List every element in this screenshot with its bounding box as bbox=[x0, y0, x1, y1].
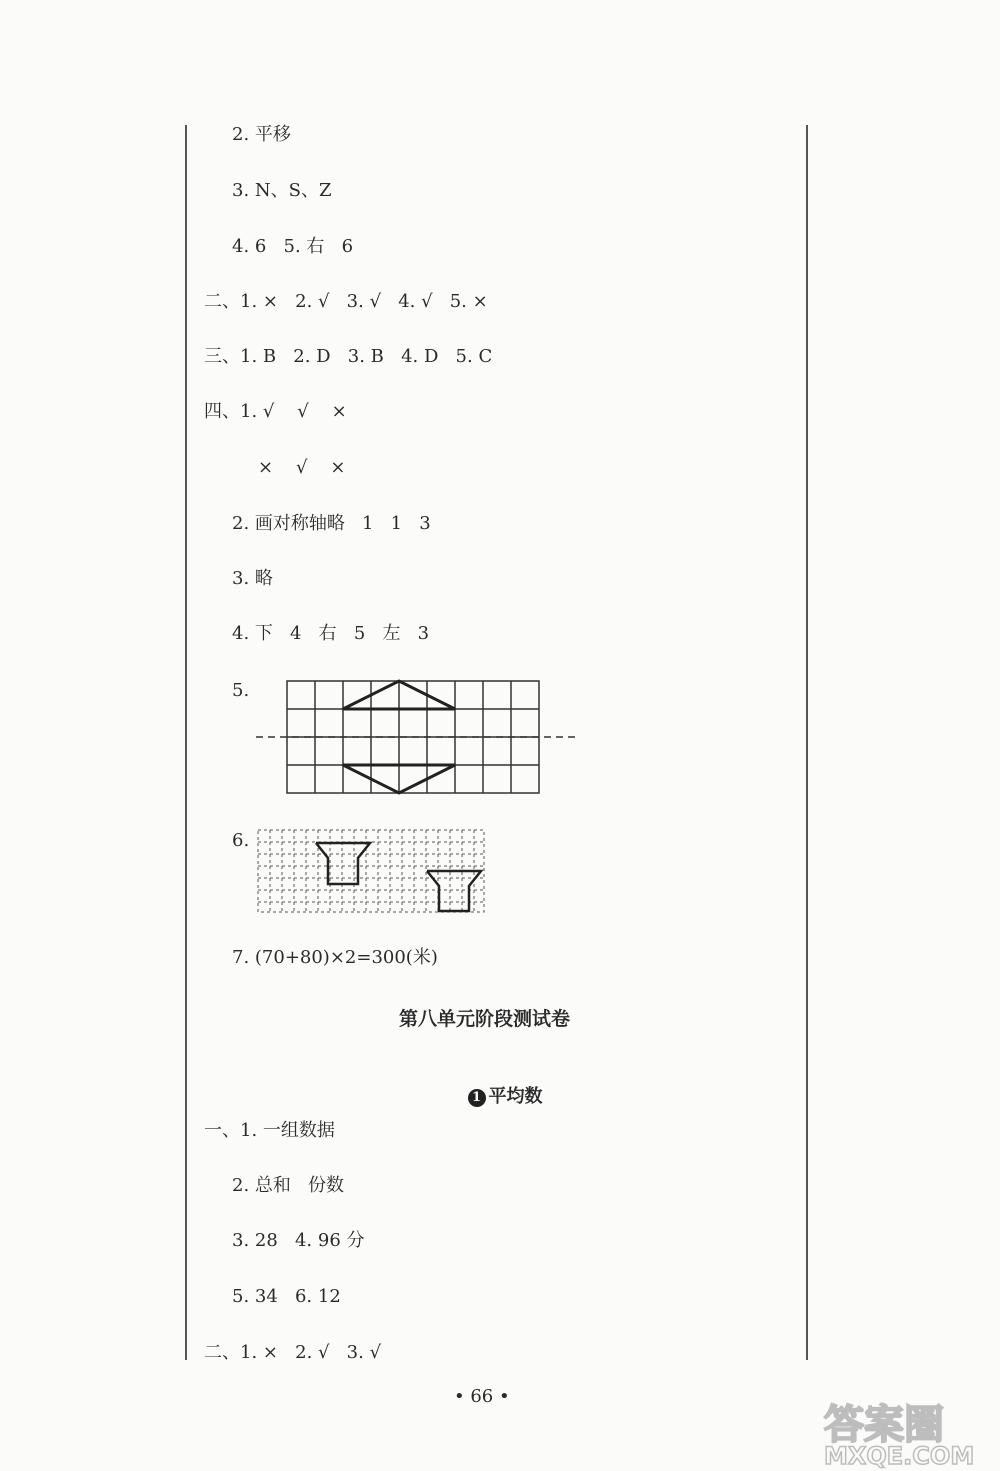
answer-line: 四、1. √ √ × bbox=[204, 401, 347, 422]
answer-line: 3. N、S、Z bbox=[232, 180, 332, 201]
answer-line: 2. 总和 份数 bbox=[232, 1175, 345, 1196]
subsection-title bbox=[455, 1061, 543, 1108]
answer-line: 2. 平移 bbox=[232, 124, 291, 145]
q5-label: 5. bbox=[232, 680, 250, 701]
subsection-number-badge: 1 bbox=[468, 1089, 486, 1107]
q7-answer: 7. (70+80)×2=300(米) bbox=[232, 947, 438, 968]
answer-line: 4. 下 4 右 5 左 3 bbox=[232, 623, 430, 644]
answer-line: 3. 28 4. 96 分 bbox=[232, 1230, 365, 1251]
answer-line: 3. 略 bbox=[232, 568, 273, 589]
watermark-logo bbox=[818, 1392, 988, 1468]
answer-line: 2. 画对称轴略 1 1 3 bbox=[232, 513, 431, 534]
answer-line: 三、1. B 2. D 3. B 4. D 5. C bbox=[204, 346, 493, 367]
q6-translated-shape bbox=[427, 871, 481, 911]
svg-text:MXQE.COM: MXQE.COM bbox=[824, 1442, 975, 1470]
answer-line: 5. 34 6. 12 bbox=[232, 1286, 341, 1307]
answer-line: 一、1. 一组数据 bbox=[204, 1120, 335, 1141]
page-number: • 66 • bbox=[454, 1386, 510, 1407]
q6-label: 6. bbox=[232, 830, 250, 851]
answer-line: 4. 6 5. 右 6 bbox=[232, 236, 354, 257]
subsection-title-text: 平均数 bbox=[488, 1086, 543, 1107]
svg-text:答案圈: 答案圈 bbox=[824, 1402, 944, 1448]
answer-line: 二、1. × 2. √ 3. √ 4. √ 5. × bbox=[204, 291, 488, 312]
answer-line: 二、1. × 2. √ 3. √ bbox=[204, 1342, 382, 1363]
answer-line: × √ × bbox=[258, 457, 346, 478]
section-title: 第八单元阶段测试卷 bbox=[399, 1008, 571, 1030]
